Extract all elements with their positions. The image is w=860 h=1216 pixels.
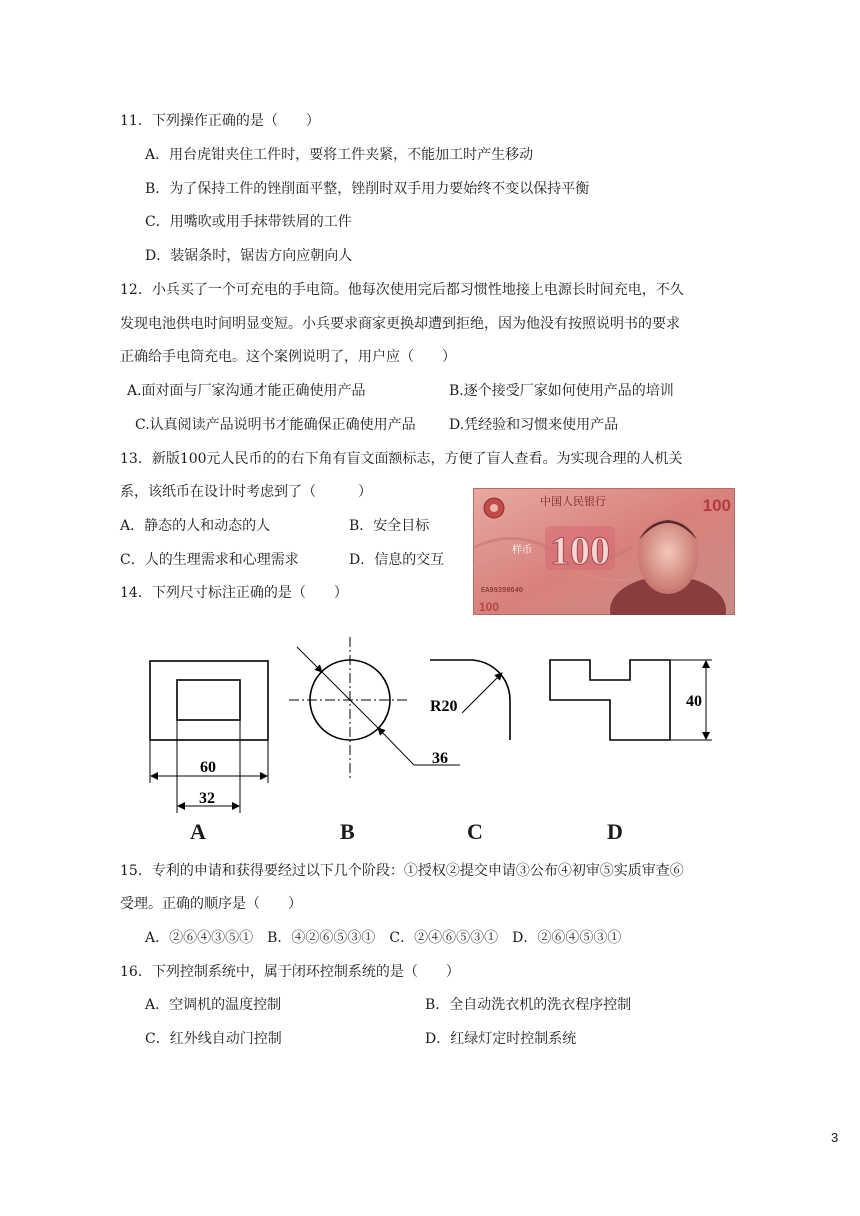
banknote-specimen-label: 样币 <box>512 545 532 556</box>
option-label-d: D <box>607 819 623 844</box>
q16-option-d: D．红绿灯定时控制系统 <box>425 1031 577 1047</box>
q12-option-a: A.面对面与厂家沟通才能正确使用产品 <box>127 383 366 399</box>
q12-stem-line2: 发现电池供电时间明显变短。小兵要求商家更换却遭到拒绝，因为他没有按照说明书的要求 <box>120 316 680 332</box>
q11-option-a: A．用台虎钳夹住工件时，要将工件夹紧，不能加工时产生移动 <box>145 147 534 163</box>
q12-option-d: D.凭经验和习惯来使用产品 <box>449 417 619 433</box>
q12-stem-line3: 正确给手电筒充电。这个案例说明了，用户应（ ） <box>120 349 456 365</box>
q15-stem-line2: 受理。正确的顺序是（ ） <box>120 896 302 912</box>
banknote-bank-name: 中国人民银行 <box>540 495 606 508</box>
option-label-b: B <box>340 819 355 844</box>
banknote-denomination-large: 100 <box>550 528 610 573</box>
q13-option-b: B．安全目标 <box>349 518 430 534</box>
q11-stem: 11．下列操作正确的是（ ） <box>120 113 320 129</box>
q15-options: A．②⑥④③⑤① B．④②⑥⑤③① C．②④⑥⑤③① D．②⑥④⑤③① <box>145 930 622 946</box>
q15-stem-line1: 15．专利的申请和获得要经过以下几个阶段：①授权②提交申请③公布④初审⑤实质审查⑥ <box>120 863 684 879</box>
q14-stem: 14．下列尺寸标注正确的是（ ） <box>120 585 348 601</box>
figure-a-dim-32: 32 <box>199 790 215 807</box>
q12-stem-line1: 12．小兵买了一个可充电的手电筒。他每次使用完后都习惯性地接上电源长时间充电，不久 <box>120 282 684 298</box>
q13-option-a: A．静态的人和动态的人 <box>120 518 271 534</box>
q13-stem-line1: 13．新版100元人民币的的右下角有盲文面额标志，方便了盲人查看。为实现合理的人机关 <box>120 451 683 467</box>
q12-option-b: B.逐个接受厂家如何使用产品的培训 <box>449 383 674 399</box>
q16-option-b: B．全自动洗衣机的洗衣程序控制 <box>425 997 632 1013</box>
q13-option-d: D．信息的交互 <box>349 552 445 568</box>
page-number: 3 <box>831 1130 839 1145</box>
q16-stem: 16．下列控制系统中，属于闭环控制系统的是（ ） <box>120 964 460 980</box>
q11-option-b: B．为了保持工件的锉削面平整，锉削时双手用力要始终不变以保持平衡 <box>145 181 590 197</box>
option-label-a: A <box>190 819 206 844</box>
q16-option-a: A．空调机的温度控制 <box>145 997 282 1013</box>
figure-d-dim-40: 40 <box>686 693 702 710</box>
banknote-denomination-corner: 100 <box>702 496 731 515</box>
q12-option-c: C.认真阅读产品说明书才能确保正确使用产品 <box>135 417 416 433</box>
q16-option-c: C．红外线自动门控制 <box>145 1031 282 1047</box>
banknote-denomination-bottom: 100 <box>479 600 500 614</box>
figure-a-dim-60: 60 <box>200 759 216 776</box>
q11-option-c: C．用嘴吹或用手抹带铁屑的工件 <box>145 214 352 230</box>
q13-option-c: C．人的生理需求和心理需求 <box>120 552 299 568</box>
q11-option-d: D．装锯条时，锯齿方向应朝向人 <box>145 248 353 264</box>
option-label-c: C <box>467 819 483 844</box>
figure-c-dim-r20: R20 <box>430 698 458 715</box>
q13-stem-line2: 系，该纸币在设计时考虑到了（ ） <box>120 484 372 500</box>
banknote-serial: EA99398640 <box>481 587 524 595</box>
figure-b-dim-36: 36 <box>432 750 448 767</box>
